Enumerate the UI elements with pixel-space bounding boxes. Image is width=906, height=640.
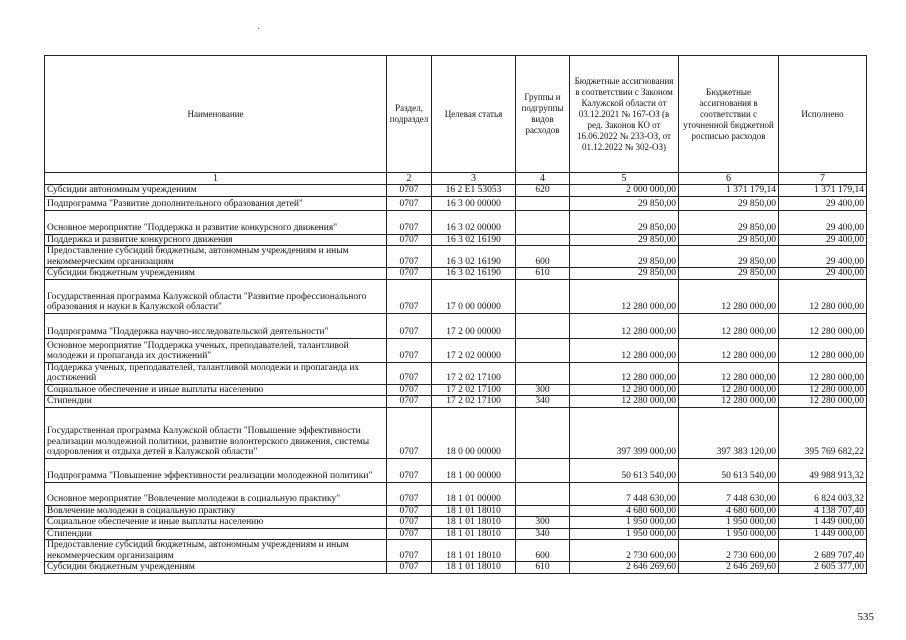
row-executed-amount: 12 280 000,00	[779, 279, 867, 313]
row-law-amount: 29 850,00	[570, 246, 679, 268]
row-executed-amount: 1 449 000,00	[779, 528, 867, 540]
table-row	[45, 185, 867, 197]
row-law-amount: 29 850,00	[570, 268, 679, 280]
row-refined-amount: 1 950 000,00	[679, 528, 779, 540]
row-group: 300	[516, 517, 570, 529]
row-executed-amount: 12 280 000,00	[779, 313, 867, 338]
row-refined-amount: 50 613 540,00	[679, 458, 779, 482]
row-section: 0707	[387, 396, 432, 408]
table-row	[45, 268, 867, 280]
row-name: Стипендии	[45, 396, 387, 408]
row-section: 0707	[387, 384, 432, 396]
row-name: Поддержка и развитие конкурсного движения	[45, 234, 387, 246]
page-number: 535	[857, 611, 874, 623]
row-refined-amount: 4 680 600,00	[679, 505, 779, 517]
row-refined-amount: 29 850,00	[679, 234, 779, 246]
row-refined-amount: 12 280 000,00	[679, 384, 779, 396]
row-group	[516, 407, 570, 458]
row-name: Подпрограмма "Повышение эффективности реализации молодежной политики"	[45, 458, 387, 482]
row-group: 340	[516, 396, 570, 408]
row-executed-amount: 1 371 179,14	[779, 185, 867, 197]
row-section: 0707	[387, 279, 432, 313]
row-target: 16 3 02 16190	[432, 246, 516, 268]
row-target: 18 0 00 00000	[432, 407, 516, 458]
table-body	[45, 185, 867, 574]
row-law-amount: 12 280 000,00	[570, 338, 679, 362]
column-number-row	[45, 173, 867, 185]
row-name: Государственная программа Калужской области "Развитие профессионального образования и науки в Калужской области"	[45, 279, 387, 313]
row-law-amount: 12 280 000,00	[570, 313, 679, 338]
row-refined-amount: 2 646 269,60	[679, 562, 779, 574]
row-refined-amount: 29 850,00	[679, 268, 779, 280]
header-name: Наименование	[45, 56, 387, 173]
row-name: Субсидии бюджетным учреждениям	[45, 268, 387, 280]
table-row	[45, 279, 867, 313]
row-target: 18 1 01 18010	[432, 517, 516, 529]
column-number: 4	[516, 173, 570, 185]
column-number: 3	[432, 173, 516, 185]
row-refined-amount: 29 850,00	[679, 196, 779, 210]
row-section: 0707	[387, 517, 432, 529]
column-number: 7	[779, 173, 867, 185]
row-target: 18 1 01 18010	[432, 540, 516, 562]
row-law-amount: 1 950 000,00	[570, 517, 679, 529]
row-target: 18 1 01 00000	[432, 482, 516, 505]
row-refined-amount: 2 730 600,00	[679, 540, 779, 562]
row-refined-amount: 12 280 000,00	[679, 396, 779, 408]
row-name: Государственная программа Калужской области "Повышение эффективности реализации молодежной политики, развитие волонтерского движения, системы оздоровления и отдыха детей в Калужской области"	[45, 407, 387, 458]
row-target: 16 3 02 16190	[432, 234, 516, 246]
row-section: 0707	[387, 458, 432, 482]
table-row	[45, 540, 867, 562]
table-row	[45, 562, 867, 574]
row-refined-amount: 1 371 179,14	[679, 185, 779, 197]
row-refined-amount: 29 850,00	[679, 246, 779, 268]
row-executed-amount: 12 280 000,00	[779, 362, 867, 384]
table-row	[45, 407, 867, 458]
row-executed-amount: 29 400,00	[779, 234, 867, 246]
header-law-allocations: Бюджетные ассигнования в соответствии с Законом Калужской области от 03.12.2021 № 167-ОЗ (в ред. Законов КО от 16.06.2022 № 233-ОЗ, от 01.12.2022 № 302-ОЗ)	[570, 56, 679, 173]
row-name: Основное мероприятие "Поддержка и развитие конкурсного движения"	[45, 210, 387, 234]
row-name: Субсидии бюджетным учреждениям	[45, 562, 387, 574]
header-refined-allocations: Бюджетные ассигнования в соответствии с уточненной бюджетной росписью расходов	[679, 56, 779, 173]
row-law-amount: 29 850,00	[570, 234, 679, 246]
row-target: 18 1 01 18010	[432, 528, 516, 540]
row-target: 16 3 02 16190	[432, 268, 516, 280]
row-name: Основное мероприятие "Поддержка ученых, преподавателей, талантливой молодежи и пропаганда их достижений"	[45, 338, 387, 362]
row-target: 17 2 02 17100	[432, 384, 516, 396]
table-row	[45, 384, 867, 396]
scan-speck	[258, 28, 259, 29]
table-row	[45, 528, 867, 540]
budget-table	[44, 55, 867, 574]
row-target: 17 2 02 00000	[432, 338, 516, 362]
table-row	[45, 362, 867, 384]
row-target: 16 3 00 00000	[432, 196, 516, 210]
row-name: Основное мероприятие "Вовлечение молодежи в социальную практику"	[45, 482, 387, 505]
row-executed-amount: 12 280 000,00	[779, 384, 867, 396]
row-group: 620	[516, 185, 570, 197]
row-group	[516, 362, 570, 384]
table-row	[45, 234, 867, 246]
row-refined-amount: 29 850,00	[679, 210, 779, 234]
row-group	[516, 338, 570, 362]
row-executed-amount: 29 400,00	[779, 196, 867, 210]
row-target: 16 2 E1 53053	[432, 185, 516, 197]
row-executed-amount: 1 449 000,00	[779, 517, 867, 529]
table-row	[45, 210, 867, 234]
row-name: Субсидии автономным учреждениям	[45, 185, 387, 197]
row-name: Вовлечение молодежи в социальную практику	[45, 505, 387, 517]
row-executed-amount: 12 280 000,00	[779, 396, 867, 408]
row-section: 0707	[387, 210, 432, 234]
row-section: 0707	[387, 268, 432, 280]
row-group	[516, 234, 570, 246]
row-law-amount: 12 280 000,00	[570, 362, 679, 384]
table-row	[45, 482, 867, 505]
row-group	[516, 505, 570, 517]
row-executed-amount: 12 280 000,00	[779, 338, 867, 362]
row-target: 18 1 01 18010	[432, 562, 516, 574]
row-executed-amount: 4 138 707,40	[779, 505, 867, 517]
row-name: Социальное обеспечение и иные выплаты населению	[45, 384, 387, 396]
row-law-amount: 4 680 600,00	[570, 505, 679, 517]
row-law-amount: 2 000 000,00	[570, 185, 679, 197]
row-group: 300	[516, 384, 570, 396]
row-name: Поддержка ученых, преподавателей, талантливой молодежи и пропаганда их достижений	[45, 362, 387, 384]
table-row	[45, 505, 867, 517]
header-executed: Исполнено	[779, 56, 867, 173]
row-executed-amount: 395 769 682,22	[779, 407, 867, 458]
row-section: 0707	[387, 562, 432, 574]
row-name: Стипендии	[45, 528, 387, 540]
row-target: 17 0 00 00000	[432, 279, 516, 313]
row-executed-amount: 29 400,00	[779, 246, 867, 268]
row-law-amount: 2 730 600,00	[570, 540, 679, 562]
table-row	[45, 196, 867, 210]
row-section: 0707	[387, 540, 432, 562]
row-group	[516, 210, 570, 234]
row-law-amount: 12 280 000,00	[570, 384, 679, 396]
row-group	[516, 313, 570, 338]
table-row	[45, 458, 867, 482]
row-law-amount: 50 613 540,00	[570, 458, 679, 482]
row-name: Подпрограмма "Поддержка научно-исследовательской деятельности"	[45, 313, 387, 338]
row-target: 17 2 02 17100	[432, 362, 516, 384]
row-refined-amount: 7 448 630,00	[679, 482, 779, 505]
header-groups: Группы и подгруппы видов расходов	[516, 56, 570, 173]
row-group: 610	[516, 562, 570, 574]
row-executed-amount: 29 400,00	[779, 210, 867, 234]
row-name: Социальное обеспечение и иные выплаты населению	[45, 517, 387, 529]
row-law-amount: 1 950 000,00	[570, 528, 679, 540]
row-law-amount: 12 280 000,00	[570, 396, 679, 408]
row-law-amount: 12 280 000,00	[570, 279, 679, 313]
budget-table-page	[44, 55, 866, 574]
row-target: 17 2 02 17100	[432, 396, 516, 408]
row-group: 600	[516, 540, 570, 562]
row-name: Предоставление субсидий бюджетным, автономным учреждениям и иным некоммерческим организациям	[45, 540, 387, 562]
column-number: 2	[387, 173, 432, 185]
row-group	[516, 196, 570, 210]
row-target: 16 3 02 00000	[432, 210, 516, 234]
header-target: Целевая статья	[432, 56, 516, 173]
row-law-amount: 29 850,00	[570, 196, 679, 210]
column-number: 1	[45, 173, 387, 185]
row-executed-amount: 2 689 707,40	[779, 540, 867, 562]
row-target: 18 1 00 00000	[432, 458, 516, 482]
row-section: 0707	[387, 505, 432, 517]
row-section: 0707	[387, 234, 432, 246]
column-number: 5	[570, 173, 679, 185]
row-law-amount: 397 399 000,00	[570, 407, 679, 458]
column-number: 6	[679, 173, 779, 185]
row-refined-amount: 1 950 000,00	[679, 517, 779, 529]
table-row	[45, 338, 867, 362]
table-row	[45, 313, 867, 338]
row-refined-amount: 12 280 000,00	[679, 362, 779, 384]
row-section: 0707	[387, 246, 432, 268]
row-section: 0707	[387, 196, 432, 210]
row-group	[516, 482, 570, 505]
row-refined-amount: 12 280 000,00	[679, 279, 779, 313]
row-name: Подпрограмма "Развитие дополнительного образования детей"	[45, 196, 387, 210]
row-section: 0707	[387, 528, 432, 540]
table-row	[45, 517, 867, 529]
row-refined-amount: 12 280 000,00	[679, 313, 779, 338]
row-section: 0707	[387, 313, 432, 338]
row-law-amount: 7 448 630,00	[570, 482, 679, 505]
table-row	[45, 396, 867, 408]
row-law-amount: 29 850,00	[570, 210, 679, 234]
row-target: 18 1 01 18010	[432, 505, 516, 517]
row-executed-amount: 6 824 003,32	[779, 482, 867, 505]
row-name: Предоставление субсидий бюджетным, автономным учреждениям и иным некоммерческим организациям	[45, 246, 387, 268]
row-group	[516, 458, 570, 482]
row-section: 0707	[387, 338, 432, 362]
row-executed-amount: 29 400,00	[779, 268, 867, 280]
row-law-amount: 2 646 269,60	[570, 562, 679, 574]
row-group: 600	[516, 246, 570, 268]
row-executed-amount: 2 605 377,00	[779, 562, 867, 574]
row-executed-amount: 49 988 913,32	[779, 458, 867, 482]
row-group	[516, 279, 570, 313]
header-section: Раздел, подраздел	[387, 56, 432, 173]
row-refined-amount: 397 383 120,00	[679, 407, 779, 458]
table-row	[45, 246, 867, 268]
row-section: 0707	[387, 185, 432, 197]
row-section: 0707	[387, 482, 432, 505]
row-group: 610	[516, 268, 570, 280]
row-section: 0707	[387, 362, 432, 384]
row-target: 17 2 00 00000	[432, 313, 516, 338]
row-group: 340	[516, 528, 570, 540]
header-row	[45, 56, 867, 173]
row-refined-amount: 12 280 000,00	[679, 338, 779, 362]
row-section: 0707	[387, 407, 432, 458]
